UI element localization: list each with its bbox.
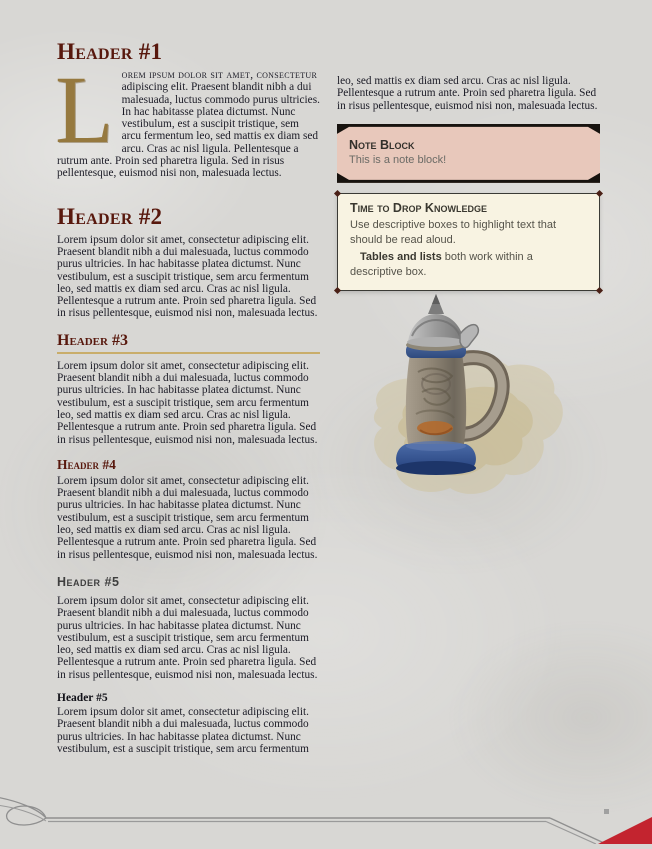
corner-diamond-icon	[596, 287, 603, 294]
header-2: Header #2	[57, 203, 163, 229]
stein-emblem	[417, 421, 453, 435]
descriptive-box	[337, 193, 600, 291]
note-block-bottom-border	[337, 173, 600, 183]
header-5-subsection: Header #5	[57, 574, 120, 589]
note-block-top-border	[337, 124, 600, 134]
paragraph-lead-rest: adipiscing elit. Praesent blandit nibh a dui malesuada, luctus commodo purus ultricies. In hac habitasse platea dictumst. Nunc vestibulum, est a suscipit tristique, sem arcu fermentum leo, sed mattis ex diam sed arcu. Cras ac nisl ligula. Pellentesque a rutrum ante. Proin sed pharetra ligula. Sed in risus pellentesque, euismod nisi non, malesuada lectus.	[57, 81, 320, 180]
beer-stein-svg	[358, 288, 570, 503]
descriptive-box-title: Time to Drop Knowledge	[350, 200, 487, 215]
dropcap-letter: L	[55, 56, 114, 163]
descriptive-box-bold: Tables and lists	[360, 250, 442, 263]
paragraph: Lorem ipsum dolor sit amet, consectetur adipiscing elit. Praesent blandit nibh a dui malesuada, luctus commodo purus ultricies. In hac habitasse platea dictumst. Nunc vestibulum, est a suscipit tristique, sem arcu fermentum leo, sed mattis ex diam sed arcu. Cras ac nisl ligula. Pellentesque a rutrum ante. Proin sed pharetra ligula. Sed in risus pellentesque, euismod nisi non, malesuada lectus.	[57, 474, 318, 561]
paragraph: Lorem ipsum dolor sit amet, consectetur adipiscing elit. Praesent blandit nibh a dui malesuada, luctus commodo purus ultricies. In hac habitasse platea dictumst. Nunc vestibulum, est a suscipit tristique, sem arcu fermentum leo, sed mattis ex diam sed arcu. Cras ac nisl ligula. Pellentesque a rutrum ante. Proin sed pharetra ligula. Sed in risus pellentesque, euismod nisi non, malesuada lectus.	[57, 594, 318, 681]
paragraph-lead-smallcaps: orem ipsum dolor sit amet, consectetur	[121, 69, 318, 81]
header-4: Header #4	[57, 456, 116, 472]
beer-stein-image	[358, 288, 570, 503]
page-footer	[0, 795, 652, 844]
corner-diamond-icon	[334, 190, 341, 197]
paragraph-truncated: Lorem ipsum dolor sit amet, consectetur adipiscing elit. Praesent blandit nibh a dui malesuada, luctus commodo purus ultricies. In hac habitasse platea dictumst. Nunc vestibulum, est a suscipit tristique, sem arcu fermentum	[57, 705, 309, 755]
header-3: Header #3	[57, 332, 320, 354]
footer-flourish	[0, 795, 652, 844]
paragraph: Lorem ipsum dolor sit amet, consectetur adipiscing elit. Praesent blandit nibh a dui malesuada, luctus commodo purus ultricies. In hac habitasse platea dictumst. Nunc vestibulum, est a suscipit tristique, sem arcu fermentum leo, sed mattis ex diam sed arcu. Cras ac nisl ligula. Pellentesque a rutrum ante. Proin sed pharetra ligula. Sed in risus pellentesque, euismod nisi non, malesuada lectus.	[57, 233, 318, 320]
note-block-title: Note Block	[349, 137, 415, 152]
corner-diamond-icon	[334, 287, 341, 294]
note-block-body: This is a note block!	[349, 153, 447, 166]
descriptive-box-line1: Use descriptive boxes to highlight text that should be read aloud.	[350, 218, 557, 246]
footer-square-dot	[604, 809, 609, 814]
stein-thumb-lever	[460, 325, 478, 348]
paragraph-with-dropcap	[55, 56, 320, 180]
right-column	[337, 75, 600, 291]
header-1: Header #1	[57, 39, 163, 64]
header-5-inline: Header #5	[57, 691, 108, 704]
corner-diamond-icon	[596, 190, 603, 197]
page-corner-accent	[598, 817, 652, 844]
overflow-paragraph: leo, sed mattis ex diam sed arcu. Cras ac nisl ligula. Pellentesque a rutrum ante. Proin sed pharetra ligula. Sed in risus pellentesque, euismod nisi non, malesuada lectus.	[337, 75, 598, 112]
paragraph: Lorem ipsum dolor sit amet, consectetur adipiscing elit. Praesent blandit nibh a dui malesuada, luctus commodo purus ultricies. In hac habitasse platea dictumst. Nunc vestibulum, est a suscipit tristique, sem arcu fermentum leo, sed mattis ex diam sed arcu. Cras ac nisl ligula. Pellentesque a rutrum ante. Proin sed pharetra ligula. Sed in risus pellentesque, euismod nisi non, malesuada lectus.	[57, 359, 318, 446]
left-column	[57, 40, 320, 755]
descriptive-box-line2-rest: both work within a descriptive box.	[350, 250, 533, 278]
descriptive-box-line2	[350, 250, 587, 280]
note-block	[337, 124, 600, 183]
